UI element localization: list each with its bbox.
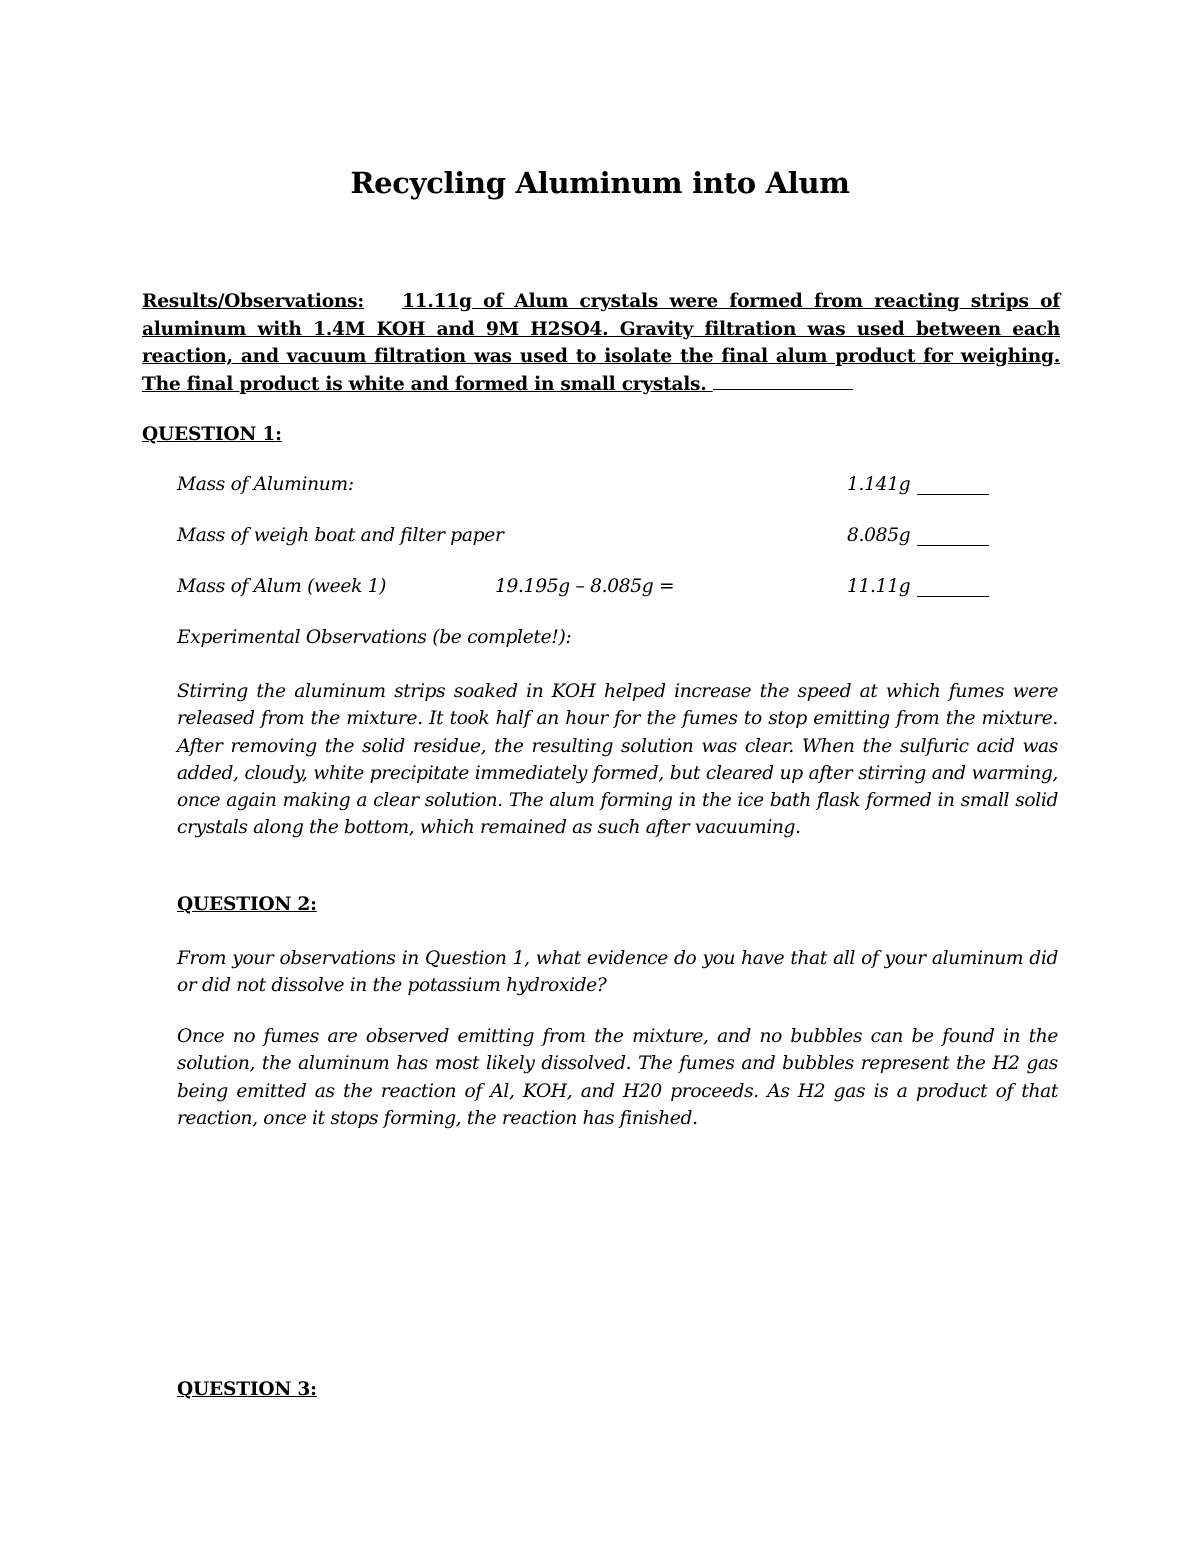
question-2-answer: Once no fumes are observed emitting from the mixture, and no bubbles can be found in the solution, the aluminum has most likely dissolved. The fumes and bubbles represent the H2 gas being emitted as the reaction of Al, KOH, and H20 proceeds. As H2 gas is a product of that reaction, once it stops forming, the reaction has finished. <box>177 1026 1058 1129</box>
question-3-heading: QUESTION 3: <box>177 1379 317 1400</box>
question-1-heading: QUESTION 1: <box>142 424 282 445</box>
results-paragraph <box>142 288 1060 398</box>
row-blank-line <box>917 545 989 546</box>
observations-label: Experimental Observations (be complete!): <box>177 627 572 648</box>
question-2-prompt: From your observations in Question 1, what evidence do you have that all of your aluminum did or did not dissolve in the potassium hydroxide? <box>177 948 1058 997</box>
row-label: Mass of Alum (week 1) <box>177 576 387 597</box>
results-text: 11.11g of Alum crystals were formed from reacting strips of aluminum with 1.4M KOH and 9M H2SO4. Gravity filtration was used between each reaction, and vacuum filtration was used to isolate the final alum product for weighing. The final product is white and formed in small crystals. <box>142 291 1060 395</box>
results-label: Results/Observations: <box>142 291 364 312</box>
row-label: Mass of Aluminum: <box>177 474 354 495</box>
row-calculation: 19.195g – 8.085g = <box>495 576 675 597</box>
row-value: 11.11g <box>847 576 911 597</box>
observations-text: Stirring the aluminum strips soaked in KOH helped increase the speed at which fumes were released from the mixture. It took half an hour for the fumes to stop emitting from the mixture. After removing the solid residue, the resulting solution was clear. When the sulfuric acid was added, cloudy, white precipitate immediately formed, but cleared up after stirring and warming, once again making a clear solution. The alum forming in the ice bath flask formed in small solid crystals along the bottom, which remained as such after vacuuming. <box>177 681 1058 839</box>
row-value: 1.141g <box>847 474 911 495</box>
row-label: Mass of weigh boat and filter paper <box>177 525 504 546</box>
question-2-heading: QUESTION 2: <box>177 894 317 915</box>
row-value: 8.085g <box>847 525 911 546</box>
document-title: Recycling Aluminum into Alum <box>350 166 850 200</box>
results-blank-line <box>713 388 853 390</box>
row-blank-line <box>917 494 989 495</box>
row-blank-line <box>917 596 989 597</box>
